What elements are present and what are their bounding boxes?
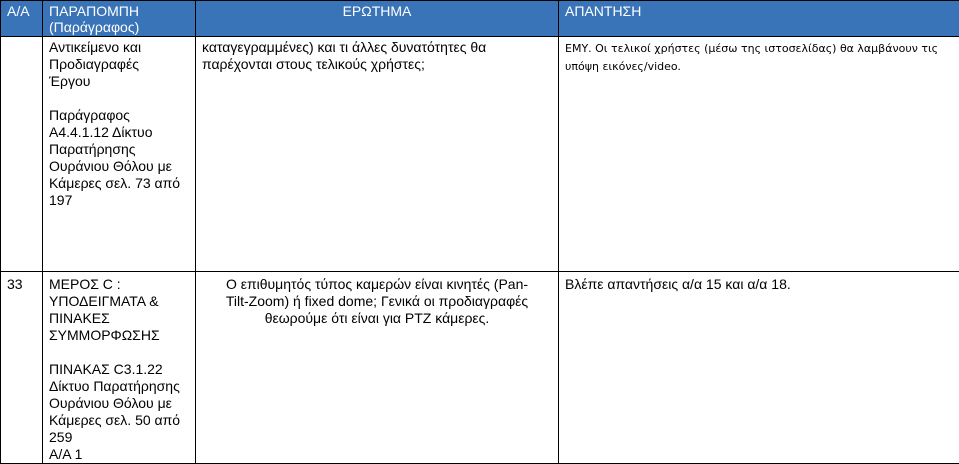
reference-top: ΜΕΡΟΣ C : ΥΠΟΔΕΙΓΜΑΤΑ & ΠΙΝΑΚΕΣ ΣΥΜΜΟΡΦΩΣΗΣ [49, 276, 189, 344]
header-reference-title: ΠΑΡΑΠΟΜΠΗ [49, 3, 189, 19]
cell-question [196, 272, 559, 464]
answer-text: Βλέπε απαντήσεις α/α 15 και α/α 18. [565, 276, 791, 292]
cell-answer [559, 272, 959, 464]
cell-answer [559, 37, 959, 272]
reference-bottom: Παράγραφος Α4.4.1.12 Δίκτυο Παρατήρησης Ουράνιου Θόλου με Κάμερες σελ. 73 από 197 [49, 107, 189, 209]
table-row [1, 37, 959, 272]
header-reference-subtitle: (Παράγραφος) [49, 19, 189, 35]
answer-text: ΕΜΥ. Οι τελικοί χρήστες (μέσω της ιστοσελίδας) θα λαμβάνουν τις υπόψη εικόνες/video. [565, 42, 938, 73]
header-aa: Α/Α [1, 1, 43, 37]
header-question: ΕΡΩΤΗΜΑ [196, 1, 559, 37]
cell-reference [43, 37, 196, 272]
header-reference [43, 1, 196, 37]
cell-reference [43, 272, 196, 464]
reference-bottom: ΠΙΝΑΚΑΣ C3.1.22 Δίκτυο Παρατήρησης Ουράνιου Θόλου με Κάμερες σελ. 50 από 259 Α/Α 1 [49, 361, 189, 463]
header-answer: ΑΠΑΝΤΗΣΗ [559, 1, 959, 37]
cell-aa [1, 37, 43, 272]
reference-top: Αντικείμενο και Προδιαγραφές Έργου [49, 39, 189, 90]
cell-aa: 33 [1, 272, 43, 464]
cell-question [196, 37, 559, 272]
table-row [1, 272, 959, 464]
table-header-row [1, 1, 959, 37]
question-text: Ο επιθυμητός τύπος καμερών είναι κινητές (Pan- Tilt-Zoom) ή fixed dome; Γενικά οι προδιαγραφές θεωρούμε ότι είναι για PTZ κάμερες. [226, 276, 528, 326]
question-text: καταγεγραμμένες) και τι άλλες δυνατότητες θα παρέχονται στους τελικούς χρήστες; [202, 39, 486, 72]
